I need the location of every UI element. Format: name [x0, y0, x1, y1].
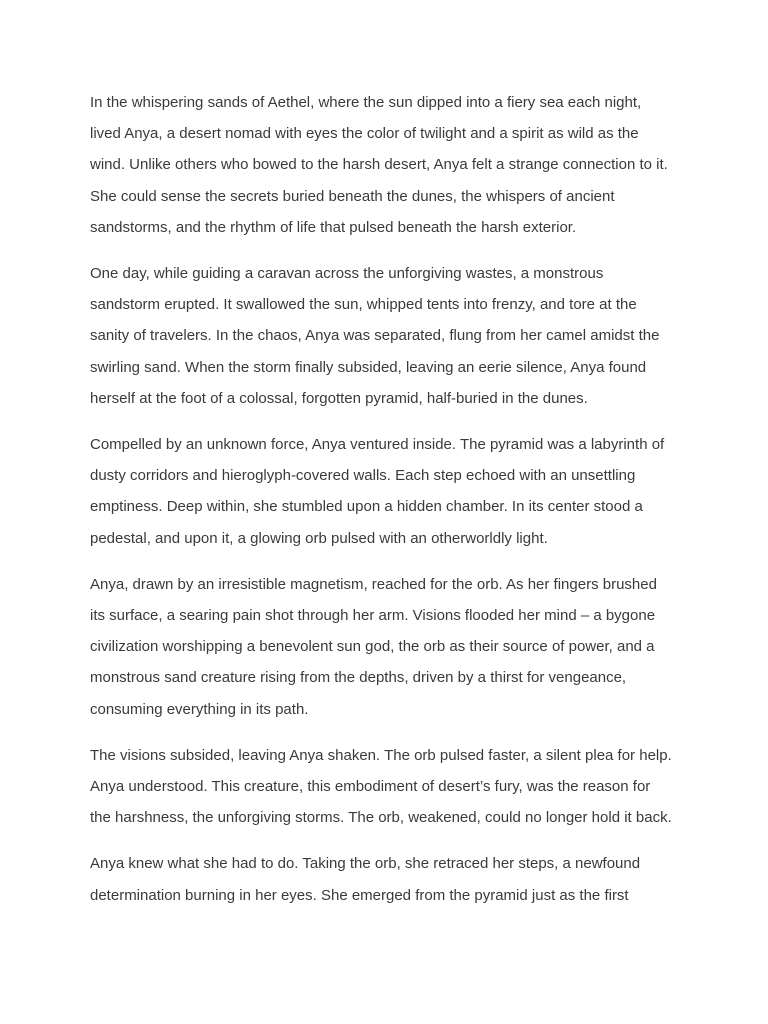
paragraph-5: [90, 740, 690, 834]
text-line: herself at the foot of a colossal, forgotten pyramid, half-buried in the dunes.: [90, 389, 588, 407]
text-line: sandstorm erupted. It swallowed the sun, whipped tents into frenzy, and tore at the: [90, 296, 637, 314]
paragraph-2: [90, 258, 690, 414]
paragraph-4: [90, 569, 690, 725]
text-line: consuming everything in its path.: [90, 700, 309, 718]
text-line: sandstorms, and the rhythm of life that pulsed beneath the harsh exterior.: [90, 218, 577, 236]
paragraph-6: [90, 848, 690, 910]
text-line: The visions subsided, leaving Anya shaken. The orb pulsed faster, a silent plea for help.: [90, 746, 672, 764]
text-line: wind. Unlike others who bowed to the harsh desert, Anya felt a strange connection to it.: [90, 156, 668, 174]
text-line: lived Anya, a desert nomad with eyes the color of twilight and a spirit as wild as the: [90, 125, 639, 143]
text-line: dusty corridors and hieroglyph-covered walls. Each step echoed with an unsettling: [90, 467, 636, 485]
text-line: civilization worshipping a benevolent sun god, the orb as their source of power, and a: [90, 638, 655, 656]
text-line: pedestal, and upon it, a glowing orb pulsed with an otherworldly light.: [90, 529, 548, 547]
text-line: emptiness. Deep within, she stumbled upon a hidden chamber. In its center stood a: [90, 498, 643, 516]
paragraph-1: [90, 87, 690, 243]
text-line: In the whispering sands of Aethel, where the sun dipped into a fiery sea each night,: [90, 94, 642, 111]
text-line: Anya understood. This creature, this embodiment of desert’s fury, was the reason for: [90, 778, 651, 796]
text-line: Anya knew what she had to do. Taking the orb, she retraced her steps, a newfound: [90, 855, 641, 873]
text-line: Anya, drawn by an irresistible magnetism, reached for the orb. As her fingers brushed: [90, 575, 657, 593]
text-line: sanity of travelers. In the chaos, Anya was separated, flung from her camel amidst the: [90, 327, 660, 345]
text-line: monstrous sand creature rising from the depths, driven by a thirst for vengeance,: [90, 669, 627, 687]
text-line: determination burning in her eyes. She emerged from the pyramid just as the first: [90, 886, 629, 904]
paragraph-3: [90, 429, 690, 554]
text-line: She could sense the secrets buried beneath the dunes, the whispers of ancient: [90, 187, 615, 205]
text-line: Compelled by an unknown force, Anya ventured inside. The pyramid was a labyrinth of: [90, 436, 665, 454]
text-line: the harshness, the unforgiving storms. The orb, weakened, could no longer hold it back.: [90, 809, 672, 827]
text-line: One day, while guiding a caravan across the unforgiving wastes, a monstrous: [90, 265, 604, 283]
text-line: its surface, a searing pain shot through her arm. Visions flooded her mind – a bygone: [90, 607, 656, 625]
document-body: [90, 87, 690, 926]
text-line: swirling sand. When the storm finally subsided, leaving an eerie silence, Anya found: [90, 358, 647, 376]
